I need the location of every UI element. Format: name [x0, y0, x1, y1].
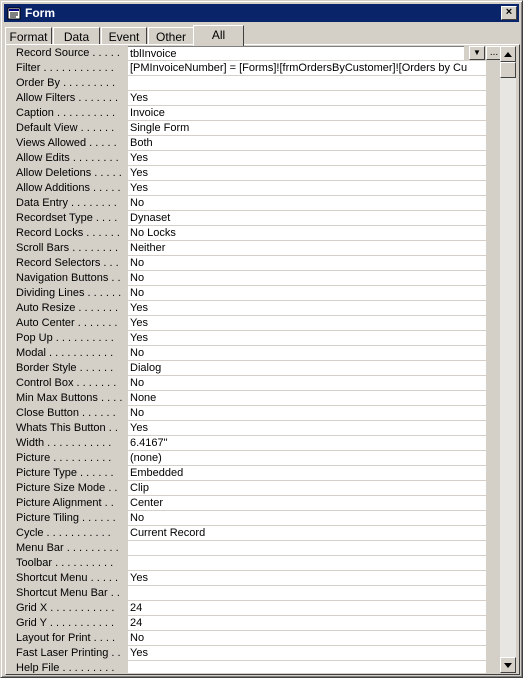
property-row — [11, 631, 503, 646]
property-row — [11, 541, 503, 556]
property-value-field[interactable]: Center — [128, 496, 486, 511]
property-row — [11, 511, 503, 526]
property-value-field[interactable]: Yes — [128, 421, 486, 436]
property-row — [11, 241, 503, 256]
property-value-field[interactable]: [PMInvoiceNumber] = [Forms]![frmOrdersByCustomer]![Orders by Cu — [128, 61, 486, 76]
property-value-field[interactable]: Embedded — [128, 466, 486, 481]
property-name[interactable]: Fast Laser Printing . . — [16, 647, 121, 659]
property-value-field[interactable] — [128, 661, 486, 673]
property-name[interactable]: Record Source . . . . . — [16, 47, 120, 59]
property-name[interactable]: Grid Y . . . . . . . . . . . — [16, 617, 115, 629]
property-value-field[interactable]: Yes — [128, 301, 486, 316]
property-row — [11, 106, 503, 121]
properties-panel — [5, 44, 520, 675]
property-value-field[interactable]: 6.4167" — [128, 436, 486, 451]
scroll-thumb[interactable] — [500, 62, 516, 78]
property-name[interactable]: Min Max Buttons . . . . — [16, 392, 123, 404]
property-value-field[interactable]: 24 — [128, 616, 486, 631]
property-name[interactable]: Whats This Button . . — [16, 422, 118, 434]
property-name[interactable]: Caption . . . . . . . . . . — [16, 107, 116, 119]
property-row — [11, 481, 503, 496]
property-row — [11, 376, 503, 391]
property-name[interactable]: Picture . . . . . . . . . . — [16, 452, 112, 464]
property-value-field[interactable]: No — [128, 631, 486, 646]
property-name[interactable]: Record Selectors . . . — [16, 257, 119, 269]
property-row — [11, 271, 503, 286]
property-grid — [11, 46, 503, 673]
property-value-field[interactable]: Neither — [128, 241, 486, 256]
property-value-field[interactable]: No — [128, 271, 486, 286]
tab-all[interactable]: All — [193, 25, 244, 46]
property-name[interactable]: Views Allowed . . . . . — [16, 137, 117, 149]
property-name[interactable]: Order By . . . . . . . . . — [16, 77, 116, 89]
property-name[interactable]: Navigation Buttons . . — [16, 272, 121, 284]
property-name[interactable]: Shortcut Menu Bar . . — [16, 587, 120, 599]
property-name[interactable]: Allow Filters . . . . . . . — [16, 92, 119, 104]
property-row — [11, 346, 503, 361]
property-name[interactable]: Allow Edits . . . . . . . . — [16, 152, 119, 164]
property-value-field[interactable]: No — [128, 376, 486, 391]
property-row — [11, 646, 503, 661]
property-name[interactable]: Control Box . . . . . . . — [16, 377, 117, 389]
property-row — [11, 451, 503, 466]
property-name[interactable]: Scroll Bars . . . . . . . . — [16, 242, 119, 254]
property-name[interactable]: Record Locks . . . . . . — [16, 227, 120, 239]
property-row — [11, 361, 503, 376]
property-row — [11, 661, 503, 673]
property-value-field[interactable]: No — [128, 196, 486, 211]
property-value-field[interactable]: 24 — [128, 601, 486, 616]
property-name[interactable]: Default View . . . . . . — [16, 122, 115, 134]
up-arrow-icon — [504, 52, 512, 57]
property-name[interactable]: Data Entry . . . . . . . . — [16, 197, 117, 209]
property-name[interactable]: Auto Resize . . . . . . . — [16, 302, 119, 314]
property-row — [11, 331, 503, 346]
property-value-field[interactable]: Single Form — [128, 121, 486, 136]
property-name[interactable]: Cycle . . . . . . . . . . . — [16, 527, 111, 539]
property-name[interactable]: Dividing Lines . . . . . . — [16, 287, 122, 299]
property-row — [11, 586, 503, 601]
property-row — [11, 496, 503, 511]
property-row — [11, 256, 503, 271]
dropdown-arrow-button[interactable]: ▼ — [469, 46, 485, 60]
property-row — [11, 46, 503, 61]
property-row — [11, 121, 503, 136]
property-row — [11, 601, 503, 616]
property-name[interactable]: Close Button . . . . . . — [16, 407, 116, 419]
tab-data[interactable]: Data — [53, 27, 100, 45]
property-row — [11, 421, 503, 436]
property-value-field[interactable]: No — [128, 346, 486, 361]
property-name[interactable]: Help File . . . . . . . . . — [16, 662, 115, 673]
property-name[interactable]: Allow Additions . . . . . — [16, 182, 121, 194]
property-name[interactable]: Allow Deletions . . . . . — [16, 167, 122, 179]
property-name[interactable]: Pop Up . . . . . . . . . . — [16, 332, 114, 344]
property-row — [11, 196, 503, 211]
property-name[interactable]: Layout for Print . . . . — [16, 632, 116, 644]
builder-button[interactable]: ... — [486, 46, 502, 60]
property-value-field[interactable]: Yes — [128, 91, 486, 106]
property-name[interactable]: Toolbar . . . . . . . . . . — [16, 557, 114, 569]
property-name[interactable]: Recordset Type . . . . — [16, 212, 118, 224]
property-value-field[interactable]: No — [128, 286, 486, 301]
property-name[interactable]: Picture Alignment . . — [16, 497, 114, 509]
property-row — [11, 226, 503, 241]
property-name[interactable]: Filter . . . . . . . . . . . . — [16, 62, 114, 74]
property-row — [11, 166, 503, 181]
property-row — [11, 211, 503, 226]
property-value-field[interactable] — [128, 541, 486, 556]
property-row — [11, 316, 503, 331]
property-name[interactable]: Menu Bar . . . . . . . . . — [16, 542, 119, 554]
property-row — [11, 76, 503, 91]
property-row — [11, 301, 503, 316]
property-value-field[interactable]: Yes — [128, 166, 486, 181]
property-value-field[interactable]: Yes — [128, 331, 486, 346]
property-value-field[interactable]: Dynaset — [128, 211, 486, 226]
property-name[interactable]: Border Style . . . . . . — [16, 362, 114, 374]
property-row — [11, 406, 503, 421]
vertical-scrollbar[interactable] — [500, 46, 516, 673]
property-value-field[interactable]: Current Record — [128, 526, 486, 541]
property-row — [11, 526, 503, 541]
property-row — [11, 571, 503, 586]
property-row — [11, 616, 503, 631]
property-row — [11, 61, 503, 76]
property-name[interactable]: Width . . . . . . . . . . . — [16, 437, 112, 449]
window-title: Form — [25, 6, 55, 20]
property-row — [11, 436, 503, 451]
property-value-field[interactable]: Clip — [128, 481, 486, 496]
property-name[interactable]: Grid X . . . . . . . . . . . — [16, 602, 115, 614]
property-value-field[interactable]: No — [128, 406, 486, 421]
tab-strip — [5, 25, 520, 45]
property-name[interactable]: Modal . . . . . . . . . . . — [16, 347, 114, 359]
property-value-field[interactable] — [128, 586, 486, 601]
tab-event[interactable]: Event — [101, 27, 147, 45]
property-value-field[interactable]: Both — [128, 136, 486, 151]
scroll-up-button[interactable] — [500, 46, 516, 62]
property-value-field[interactable]: None — [128, 391, 486, 406]
scroll-down-button[interactable] — [500, 657, 516, 673]
property-value-field[interactable]: No Locks — [128, 226, 486, 241]
property-value-field[interactable]: No — [128, 256, 486, 271]
property-value-field[interactable]: Yes — [128, 571, 486, 586]
property-row — [11, 181, 503, 196]
property-row — [11, 136, 503, 151]
property-value-field[interactable] — [128, 76, 486, 91]
property-value-field[interactable]: (none) — [128, 451, 486, 466]
property-value-field[interactable]: Yes — [128, 151, 486, 166]
property-name[interactable]: Picture Type . . . . . . — [16, 467, 114, 479]
property-row — [11, 466, 503, 481]
property-row — [11, 286, 503, 301]
property-row — [11, 391, 503, 406]
close-button[interactable]: × — [501, 6, 517, 20]
down-arrow-icon — [504, 663, 512, 668]
property-value-field[interactable]: Yes — [128, 646, 486, 661]
property-name[interactable]: Auto Center . . . . . . . — [16, 317, 118, 329]
property-value-field[interactable]: Yes — [128, 316, 486, 331]
property-row — [11, 556, 503, 571]
property-value-field[interactable]: Yes — [128, 181, 486, 196]
property-row — [11, 91, 503, 106]
property-value-field[interactable]: No — [128, 511, 486, 526]
property-value-field[interactable]: Dialog — [128, 361, 486, 376]
property-name[interactable]: Shortcut Menu . . . . . — [16, 572, 119, 584]
property-value-field[interactable] — [128, 556, 486, 571]
property-row — [11, 151, 503, 166]
property-value-field[interactable]: tblInvoice — [128, 46, 464, 61]
tab-format[interactable]: Format — [5, 27, 52, 45]
property-sheet-icon — [7, 6, 21, 20]
property-value-field[interactable]: Invoice — [128, 106, 486, 121]
tab-other[interactable]: Other — [148, 27, 194, 45]
property-name[interactable]: Picture Size Mode . . — [16, 482, 118, 494]
property-name[interactable]: Picture Tiling . . . . . . — [16, 512, 116, 524]
title-bar[interactable] — [4, 4, 519, 22]
